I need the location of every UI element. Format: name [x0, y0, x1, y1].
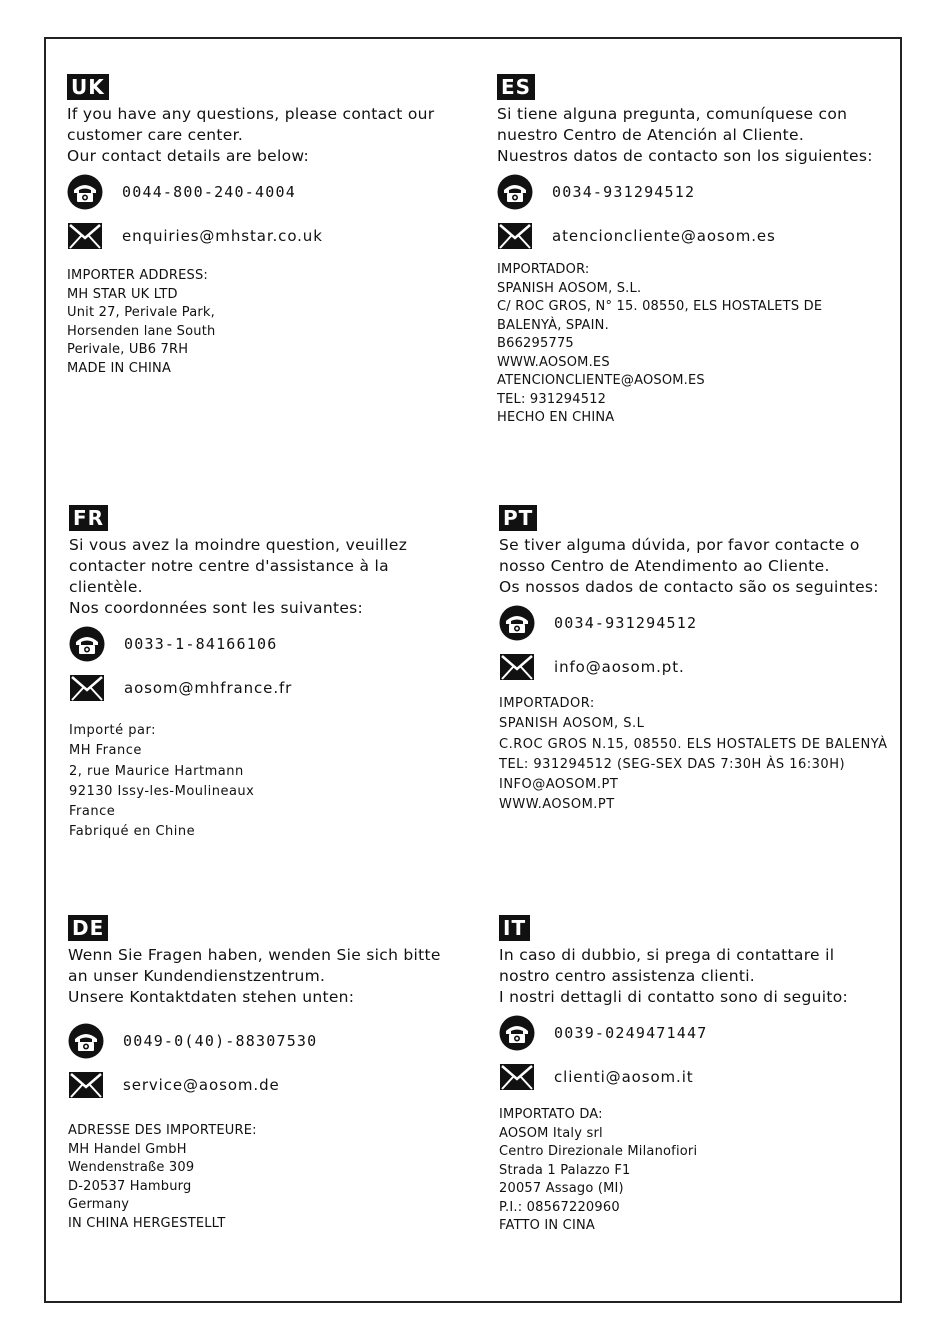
section-uk [67, 74, 487, 378]
email-row [499, 648, 919, 686]
email-address[interactable]: clienti@aosom.it [554, 1068, 694, 1086]
importer-address: Importé par: MH France 2, rue Maurice Hartmann 92130 Issy-les-Moulineaux France Fabriqué en Chine [69, 723, 255, 840]
importer-address: IMPORTADOR: SPANISH AOSOM, S.L. C/ ROC GROS, N° 15. 08550, ELS HOSTALETS DE BALENYÀ, SPAIN. B66295775 WWW.AOSOM.ES ATENCIONCLIENTE@AOSOM.ES TEL: 931294512 HECHO EN CHINA [497, 262, 823, 425]
email-address[interactable]: info@aosom.pt. [554, 658, 685, 676]
phone-number[interactable]: 0034-931294512 [554, 614, 698, 632]
envelope-icon [69, 670, 105, 706]
email-row [497, 217, 917, 255]
phone-number[interactable]: 0033-1-84166106 [124, 635, 278, 653]
importer-address: IMPORTADOR: SPANISH AOSOM, S.L C.ROC GROS N.15, 08550. ELS HOSTALETS DE BALENYÀ TEL: 931294512 (SEG-SEX DAS 7:30H ÀS 16:30H) INFO@AOSOM.PT WWW.AOSOM.PT [499, 696, 888, 813]
language-badge: FR [69, 505, 108, 531]
phone-row [499, 604, 919, 642]
section-pt [499, 505, 919, 816]
envelope-icon [67, 218, 103, 254]
phone-row [67, 173, 487, 211]
importer-address: IMPORTATO DA: AOSOM Italy srl Centro Direzionale Milanofiori Strada 1 Palazzo F1 20057 Assago (MI) P.I.: 08567220960 FATTO IN CINA [499, 1107, 698, 1233]
phone-number[interactable]: 0049-0(40)-88307530 [123, 1032, 318, 1050]
email-address[interactable]: service@aosom.de [123, 1076, 280, 1094]
phone-icon [69, 626, 105, 662]
email-row [69, 669, 489, 707]
phone-number[interactable]: 0039-0249471447 [554, 1024, 708, 1042]
intro-text: If you have any questions, please contact our customer care center. Our contact details are below: [67, 105, 435, 165]
phone-icon [67, 174, 103, 210]
language-badge: ES [497, 74, 535, 100]
phone-row [68, 1022, 488, 1060]
email-address[interactable]: aosom@mhfrance.fr [124, 679, 293, 697]
phone-row [69, 625, 489, 663]
phone-icon [499, 1015, 535, 1051]
envelope-icon [499, 1059, 535, 1095]
email-address[interactable]: enquiries@mhstar.co.uk [122, 227, 323, 245]
intro-text: Si vous avez la moindre question, veuillez contacter notre centre d'assistance à la clientèle. Nos coordonnées sont les suivantes: [69, 536, 408, 617]
email-row [68, 1066, 488, 1104]
email-row [499, 1058, 919, 1096]
intro-text: Se tiver alguma dúvida, por favor contacte o nosso Centro de Atendimento ao Cliente. Os nossos dados de contacto são os seguintes: [499, 536, 879, 596]
phone-number[interactable]: 0034-931294512 [552, 183, 696, 201]
email-address[interactable]: atencioncliente@aosom.es [552, 227, 776, 245]
section-de [68, 915, 488, 1233]
section-it [499, 915, 919, 1236]
phone-icon [68, 1023, 104, 1059]
importer-address: ADRESSE DES IMPORTEURE: MH Handel GmbH Wendenstraße 309 D-20537 Hamburg Germany IN CHINA HERGESTELLT [68, 1123, 257, 1231]
language-badge: PT [499, 505, 537, 531]
envelope-icon [68, 1067, 104, 1103]
intro-text: In caso di dubbio, si prega di contattare il nostro centro assistenza clienti. I nostri dettagli di contatto sono di seguito: [499, 946, 849, 1006]
importer-address: IMPORTER ADDRESS: MH STAR UK LTD Unit 27, Perivale Park, Horsenden lane South Perivale, UB6 7RH MADE IN CHINA [67, 268, 216, 376]
section-es [497, 74, 917, 428]
phone-number[interactable]: 0044-800-240-4004 [122, 183, 296, 201]
phone-row [499, 1014, 919, 1052]
phone-row [497, 173, 917, 211]
envelope-icon [499, 649, 535, 685]
envelope-icon [497, 218, 533, 254]
email-row [67, 217, 487, 255]
section-fr [69, 505, 489, 843]
language-badge: IT [499, 915, 530, 941]
phone-icon [497, 174, 533, 210]
language-badge: DE [68, 915, 108, 941]
intro-text: Wenn Sie Fragen haben, wenden Sie sich bitte an unser Kundendienstzentrum. Unsere Kontaktdaten stehen unten: [68, 946, 441, 1006]
language-badge: UK [67, 74, 109, 100]
intro-text: Si tiene alguna pregunta, comuníquese con nuestro Centro de Atención al Cliente. Nuestros datos de contacto son los siguientes: [497, 105, 873, 165]
phone-icon [499, 605, 535, 641]
